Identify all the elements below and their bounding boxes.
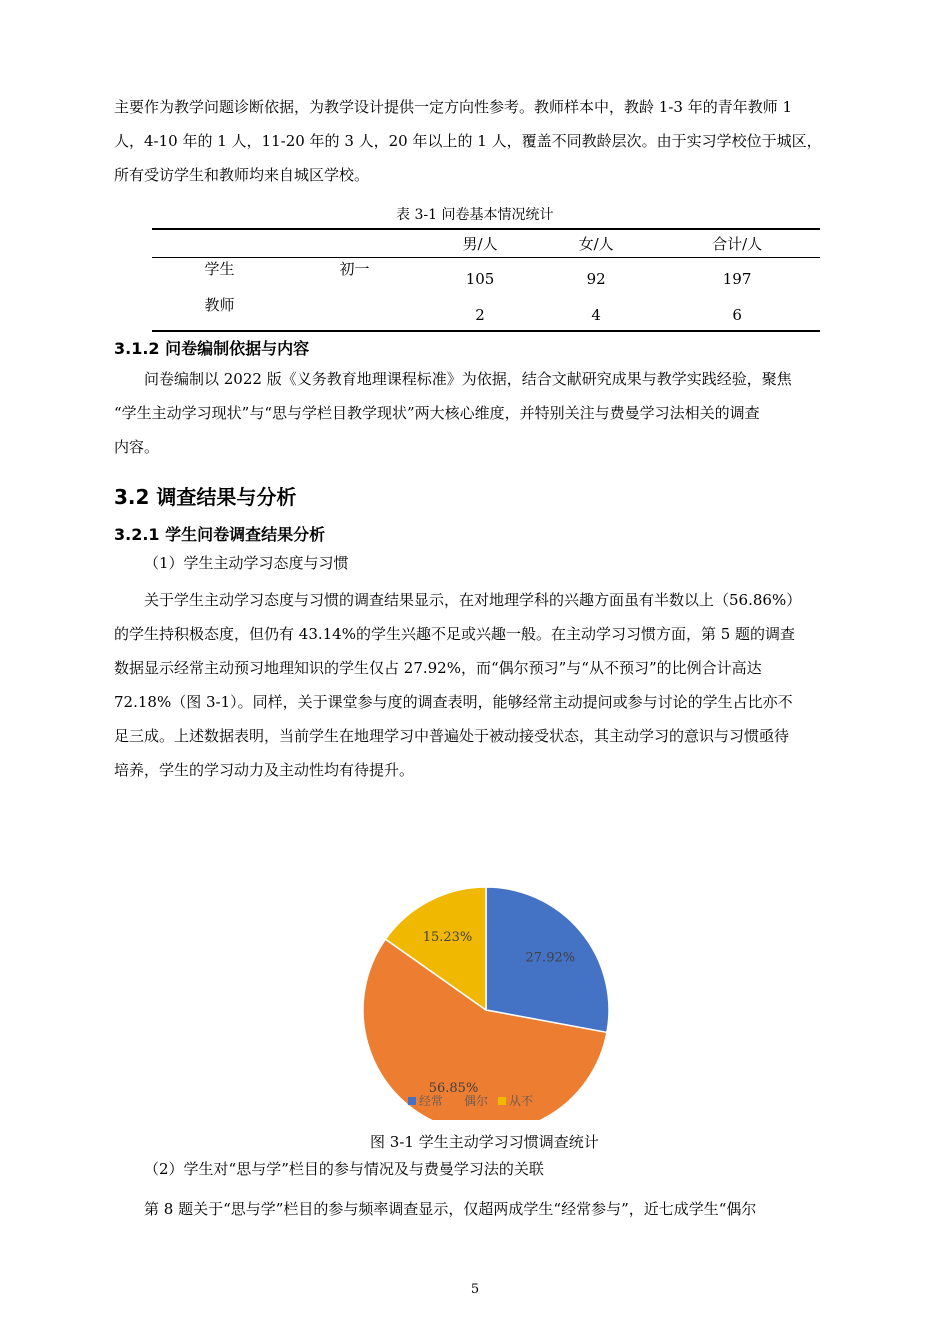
row-sublabel (287, 294, 422, 331)
legend-swatch (453, 1097, 461, 1105)
chart-legend (408, 1092, 533, 1109)
cell-female: 4 (591, 306, 601, 324)
text-line: 主要作为教学问题诊断依据，为教学设计提供一定方向性参考。教师样本中，教龄 1-3 年的青年教师 1 (114, 98, 793, 116)
section-3-1-2-paragraph (114, 362, 864, 464)
text-line: “学生主动学习现状”与“思与学栏目教学现状”两大核心维度，并特别关注与费曼学习法相关的调查 (114, 404, 760, 422)
text-line: 数据显示经常主动预习地理知识的学生仅占 27.92%，而“偶尔预习”与“从不预习”的比例合计高达 (114, 659, 762, 677)
text-line: 内容。 (114, 438, 160, 456)
pie-data-label: 15.23% (422, 929, 473, 945)
header-total: 合计/人 (712, 234, 763, 253)
legend-label: 经常 (419, 1094, 444, 1108)
section-heading-3-1-2: 3.1.2 问卷编制依据与内容 (114, 339, 310, 358)
section-heading-3-2-1: 3.2.1 学生问卷调查结果分析 (114, 525, 326, 544)
text-line: 的学生持积极态度，但仍有 43.14%的学生兴趣不足或兴趣一般。在主动学习习惯方面，第 5 题的调查 (114, 625, 796, 643)
text-line: 所有受访学生和教师均来自城区学校。 (114, 166, 370, 184)
cell-male: 2 (475, 306, 485, 324)
text-line: （2）学生对“思与学”栏目的参与情况及与费曼学习法的关联 (144, 1160, 544, 1178)
header-cell (152, 229, 287, 257)
header-cell (287, 229, 422, 257)
header-female: 女/人 (578, 234, 614, 253)
intro-paragraph (114, 90, 864, 192)
section-3-2-1-paragraph (114, 583, 864, 787)
pie-data-label: 27.92% (525, 950, 576, 966)
text-line: 问卷编制以 2022 版《义务教育地理课程标准》为依据，结合文献研究成果与教学实践经验，聚焦 (144, 370, 792, 388)
text-line: 第 8 题关于“思与学”栏目的参与频率调查显示，仅超两成学生“经常参与”，近七成学生“偶尔 (144, 1200, 757, 1218)
table-row (152, 294, 820, 331)
legend-item (453, 1092, 488, 1109)
subsection-2-heading (114, 1152, 864, 1186)
survey-table (152, 228, 820, 332)
cell-total: 6 (732, 306, 742, 324)
legend-swatch (498, 1097, 506, 1105)
row-label: 学生 (204, 259, 235, 278)
table-caption: 表 3-1 问卷基本情况统计 (396, 207, 554, 223)
pie-data-label: 56.85% (428, 1081, 479, 1097)
legend-swatch (408, 1097, 416, 1105)
text-line: （1）学生主动学习态度与习惯 (144, 554, 349, 572)
table-row (152, 257, 820, 294)
cell-female: 92 (586, 270, 606, 288)
subsection-1-heading (114, 546, 864, 580)
cell-male: 105 (465, 270, 495, 288)
section-heading-3-2: 3.2 调查结果与分析 (114, 485, 297, 509)
pie-chart (350, 820, 620, 1120)
table-header-row (152, 229, 820, 257)
text-line: 足三成。上述数据表明，当前学生在地理学习中普遍处于被动接受状态，其主动学习的意识与习惯亟待 (114, 727, 790, 745)
cell-total: 197 (722, 270, 752, 288)
header-male: 男/人 (462, 234, 498, 253)
row-sublabel: 初一 (339, 259, 370, 278)
final-paragraph-line (114, 1192, 864, 1226)
legend-label: 从不 (509, 1094, 534, 1108)
page-number: 5 (470, 1282, 480, 1297)
text-line: 关于学生主动学习态度与习惯的调查结果显示，在对地理学科的兴趣方面虽有半数以上（56.86%） (144, 591, 802, 609)
text-line: 人，4-10 年的 1 人，11-20 年的 3 人，20 年以上的 1 人，覆盖不同教龄层次。由于实习学校位于城区， (114, 132, 822, 150)
legend-item (408, 1092, 443, 1109)
legend-item (498, 1092, 533, 1109)
figure-caption: 图 3-1 学生主动学习习惯调查统计 (370, 1133, 599, 1151)
text-line: 培养，学生的学习动力及主动性均有待提升。 (114, 761, 415, 779)
row-label: 教师 (204, 296, 235, 314)
text-line: 72.18%（图 3-1）。同样，关于课堂参与度的调查表明，能够经常主动提问或参与讨论的学生占比亦不 (114, 693, 793, 711)
legend-label: 偶尔 (464, 1094, 489, 1108)
